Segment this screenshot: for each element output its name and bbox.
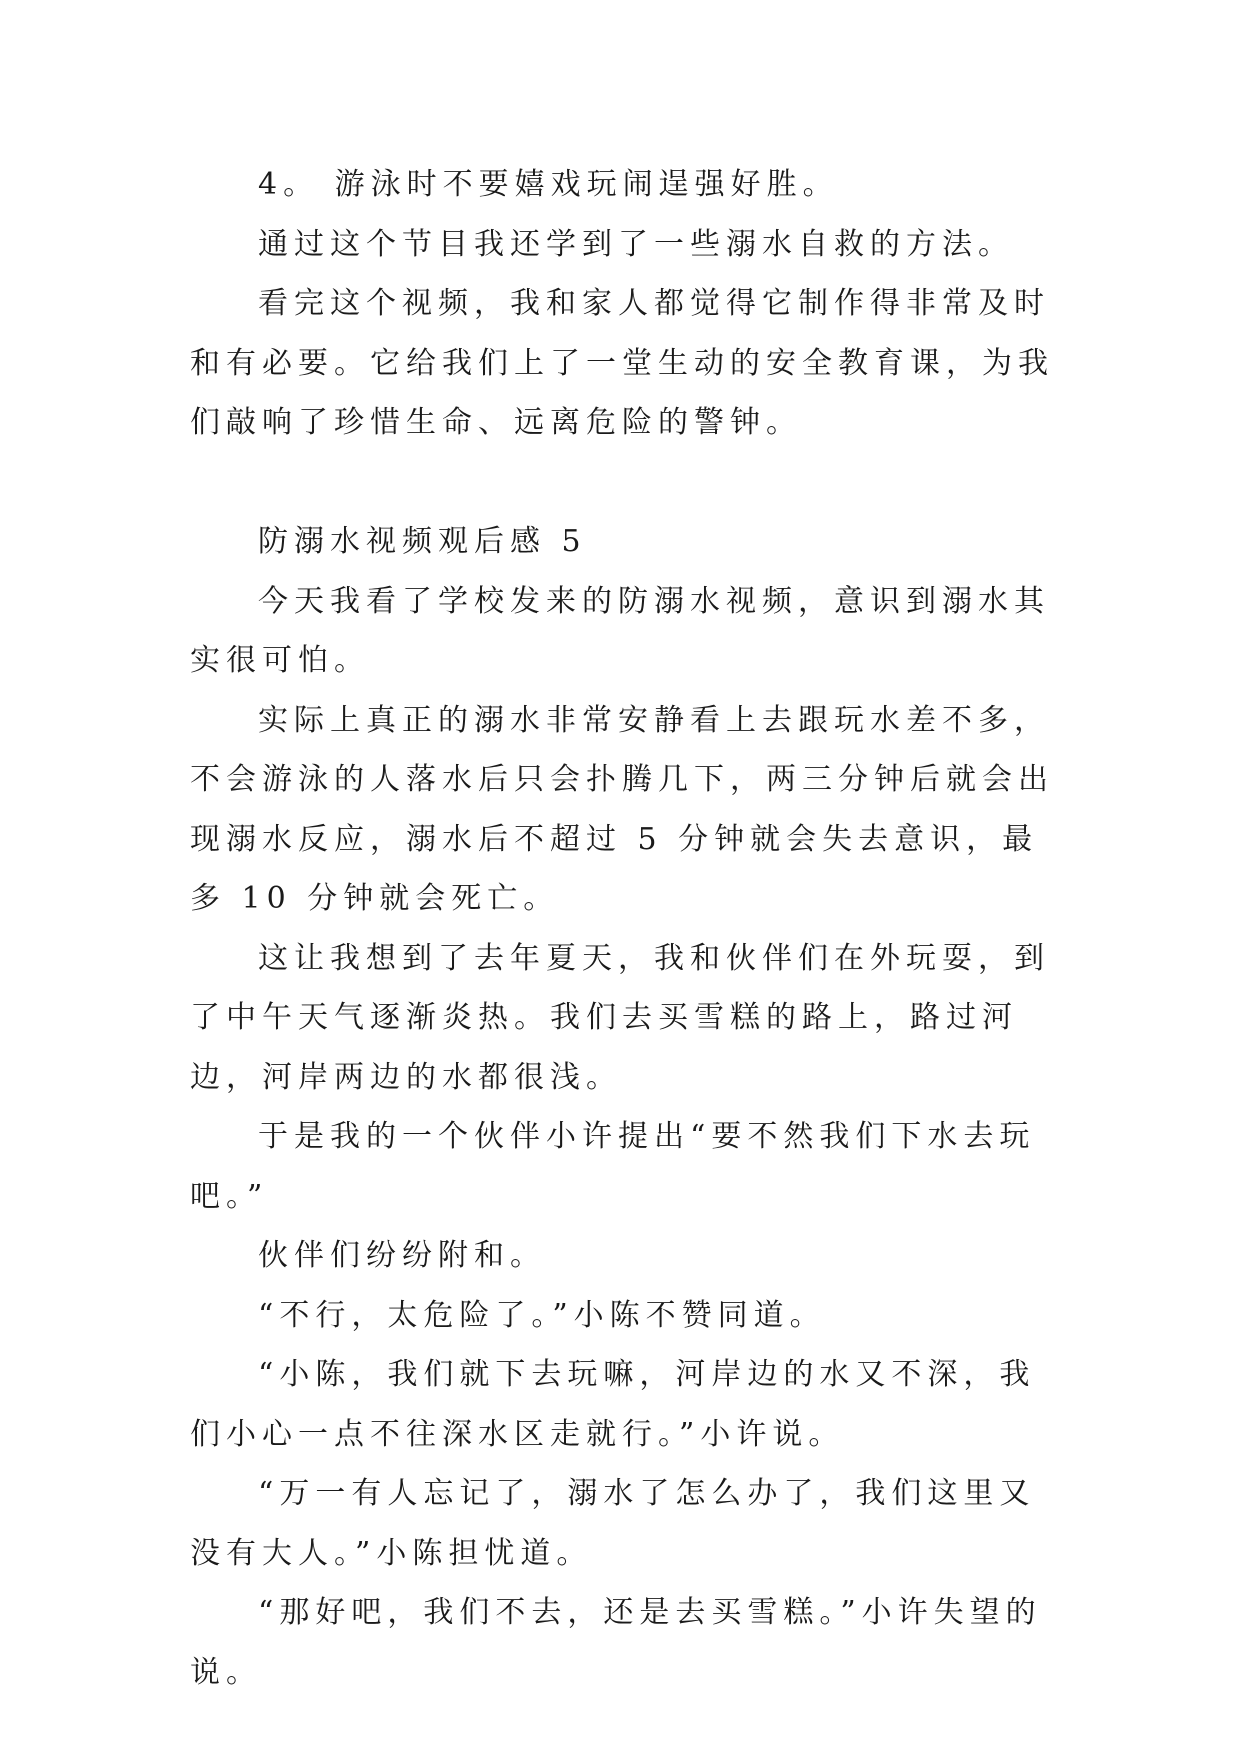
section-title: 防溺水视频观后感 5 [258, 524, 587, 559]
paragraph: 看完这个视频，我和家人都觉得它制作得非常及时和有必要。它给我们上了一堂生动的安全教育课，为我们敲响了珍惜生命、远离危险的警钟。 [190, 286, 1054, 440]
paragraph: “那好吧，我们不去，还是去买雪糕。”小许失望的说。 [190, 1595, 1042, 1690]
paragraph: 今天我看了学校发来的防溺水视频，意识到溺水其实很可怕。 [190, 583, 1050, 678]
paragraph: 通过这个节目我还学到了一些溺水自救的方法。 [258, 226, 1014, 262]
section-spacer [190, 453, 1060, 513]
text-column [190, 155, 1060, 1702]
paragraph: 4。 游泳时不要嬉戏玩闹逞强好胜。 [258, 167, 839, 202]
paragraph: 这让我想到了去年夏天，我和伙伴们在外玩耍，到了中午天气逐渐炎热。我们去买雪糕的路上，路过河边，河岸两边的水都很浅。 [190, 940, 1050, 1095]
paragraph: “小陈，我们就下去玩嘛，河岸边的水又不深，我们小心一点不往深水区走就行。”小许说。 [190, 1357, 1036, 1452]
paragraph: “不行，太危险了。”小陈不赞同道。 [258, 1297, 826, 1333]
paragraph: 伙伴们纷纷附和。 [258, 1238, 546, 1273]
paragraph: “万一有人忘记了，溺水了怎么办了，我们这里又没有大人。”小陈担忧道。 [190, 1476, 1036, 1571]
paragraph: 实际上真正的溺水非常安静看上去跟玩水差不多，不会游泳的人落水后只会扑腾几下，两三分钟后就会出现溺水反应，溺水后不超过 5 分钟就会失去意识，最多 10 分钟就会死亡。 [190, 702, 1054, 916]
paragraph: 于是我的一个伙伴小许提出“要不然我们下水去玩吧。” [190, 1119, 1036, 1214]
